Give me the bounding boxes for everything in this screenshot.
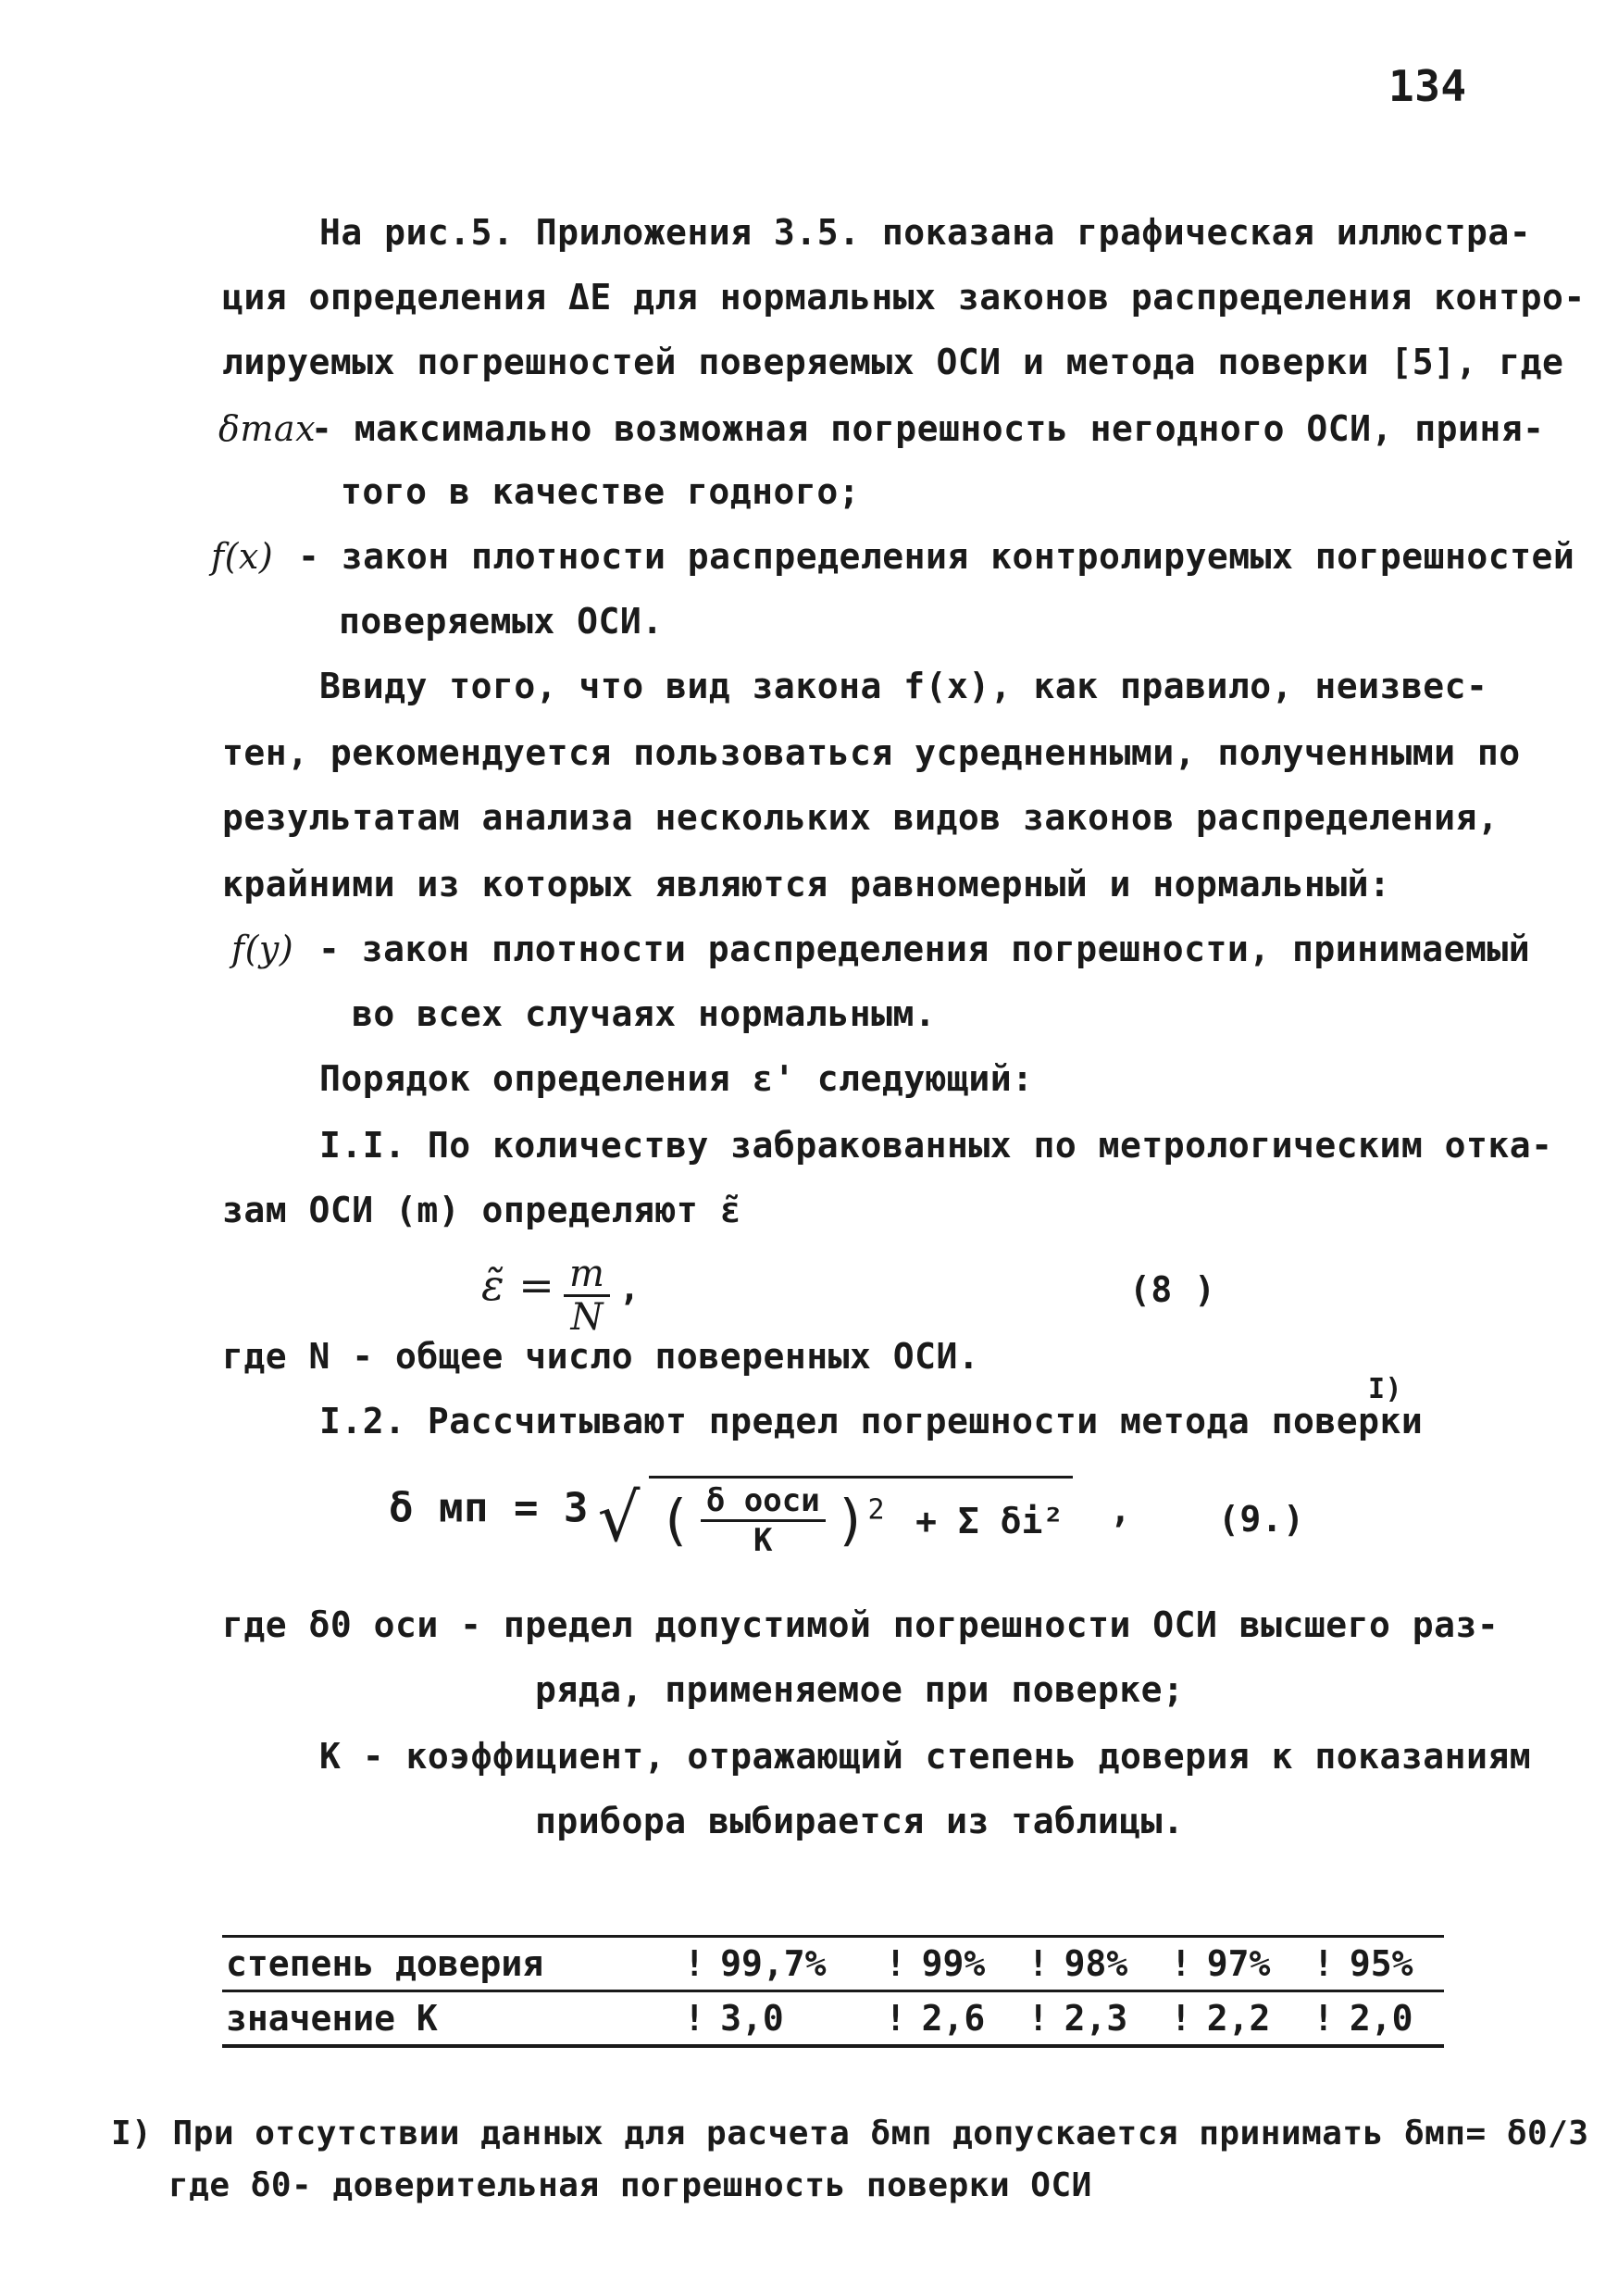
formula-fraction [701,1482,826,1559]
paragraph-line: результатам анализа нескольких видов законов распределения, [222,797,1500,838]
table-cell: 2,6 [918,1991,1016,2047]
fraction-numerator: m [564,1254,610,1297]
paragraph-line: Ввиду того, что вид закона f(x), как правило, неизвес- [319,666,1488,706]
definition-line: - закон плотности распределения погрешности, принимаемый [318,929,1531,969]
paragraph-line: где N - общее число поверенных ОСИ. [222,1336,980,1377]
symbol-f-y: f(y) [231,929,294,969]
equation-number: (9.) [1218,1499,1305,1540]
definition-line: - максимально возможная погрешность негодного ОСИ, приня- [311,408,1545,449]
symbol-delta-max: δmax [218,408,316,449]
definition-line: поверяемых ОСИ. [339,601,664,642]
table-separator: ! [1016,1991,1061,2047]
paragraph-line: ция определения ΔE для нормальных законов распределения контро- [222,277,1586,318]
definition-line: того в качестве годного; [341,471,861,512]
table-separator: ! [1016,1937,1061,1991]
formula-tail: , [618,1267,641,1308]
formula-fraction [564,1254,610,1338]
paragraph-line: Порядок определения ε' следующий: [319,1058,1034,1099]
definition-line: ряда, применяемое при поверке; [535,1669,1185,1710]
formula-8 [481,1254,641,1338]
paragraph-line: На рис.5. Приложения 3.5. показана графическая иллюстра- [319,212,1532,253]
table-cell: 2,3 [1061,1991,1159,2047]
confidence-table [222,1935,1444,2048]
table-separator: ! [672,1991,716,2047]
paragraph-line: I.I. По количеству забракованных по метрологическим отка- [319,1125,1553,1166]
definition-line: во всех случаях нормальным. [352,993,937,1034]
table-cell: 99% [918,1937,1016,1991]
fraction-denominator: К [753,1522,773,1559]
footnote-line: I) При отсутствии данных для расчета δмп допускается принимать δмп= δ0/3 [111,2115,1589,2152]
table-cell: 2,0 [1346,1991,1444,2047]
paren-left-icon: ( [658,1488,692,1554]
table-separator: ! [1159,1937,1203,1991]
definition-line: К - коэффициент, отражающий степень доверия к показаниям [319,1736,1532,1777]
formula-tail: , [1109,1489,1132,1530]
sum-term: + Σ δi² [915,1500,1064,1541]
table-row [222,1991,1444,2047]
paragraph-line: тен, рекомендуется пользоваться усредненными, полученными по [222,732,1521,773]
table-cell: 3,0 [716,1991,873,2047]
equation-number: (8 ) [1129,1269,1216,1310]
table-cell: 95% [1346,1937,1444,1991]
table-separator: ! [1159,1991,1203,2047]
table-cell: 98% [1061,1937,1159,1991]
formula-lhs: δ мп = 3 [389,1484,589,1532]
table-cell: 2,2 [1203,1991,1301,2047]
table-separator: ! [672,1937,716,1991]
paragraph-line: I.2. Рассчитывают предел погрешности метода поверки [319,1401,1424,1441]
table-row-label: степень доверия [222,1937,672,1991]
table-cell: 99,7% [716,1937,873,1991]
definition-line: прибора выбирается из таблицы. [535,1801,1185,1841]
paren-right-icon: ) [834,1488,868,1554]
fraction-numerator: δ ооси [701,1482,826,1522]
definition-line: где δ0 оси - предел допустимой погрешности ОСИ высшего раз- [222,1604,1500,1645]
page-number: 134 [1388,61,1467,111]
footnote-mark: I) [1368,1373,1403,1405]
fraction-denominator: N [570,1296,604,1339]
table-separator: ! [874,1937,918,1991]
table-row [222,1937,1444,1991]
table-cell: 97% [1203,1937,1301,1991]
paragraph-line: лируемых погрешностей поверяемых ОСИ и метода поверки [5], где [222,342,1564,382]
paragraph-line: крайними из которых являются равномерный и нормальный: [222,864,1391,905]
table-separator: ! [874,1991,918,2047]
radicand: ( $\frac{\text{δ ооси}}{К}$ )$^2$ + Σ δi² [649,1476,1073,1559]
footnote-line: где δ0- доверительная погрешность поверки ОСИ [168,2166,1092,2204]
table-separator: ! [1301,1991,1346,2047]
table-separator: ! [1301,1937,1346,1991]
formula-lhs: ε̃ = [481,1260,555,1310]
table-row-label: значение К [222,1991,672,2047]
paragraph-line: зам ОСИ (m) определяют ε̃ [222,1190,742,1230]
definition-line: - закон плотности распределения контролируемых погрешностей [298,536,1575,577]
symbol-f-x: f(x) [211,536,274,577]
sqrt-icon: √ [597,1479,641,1556]
formula-9 [389,1476,1131,1559]
